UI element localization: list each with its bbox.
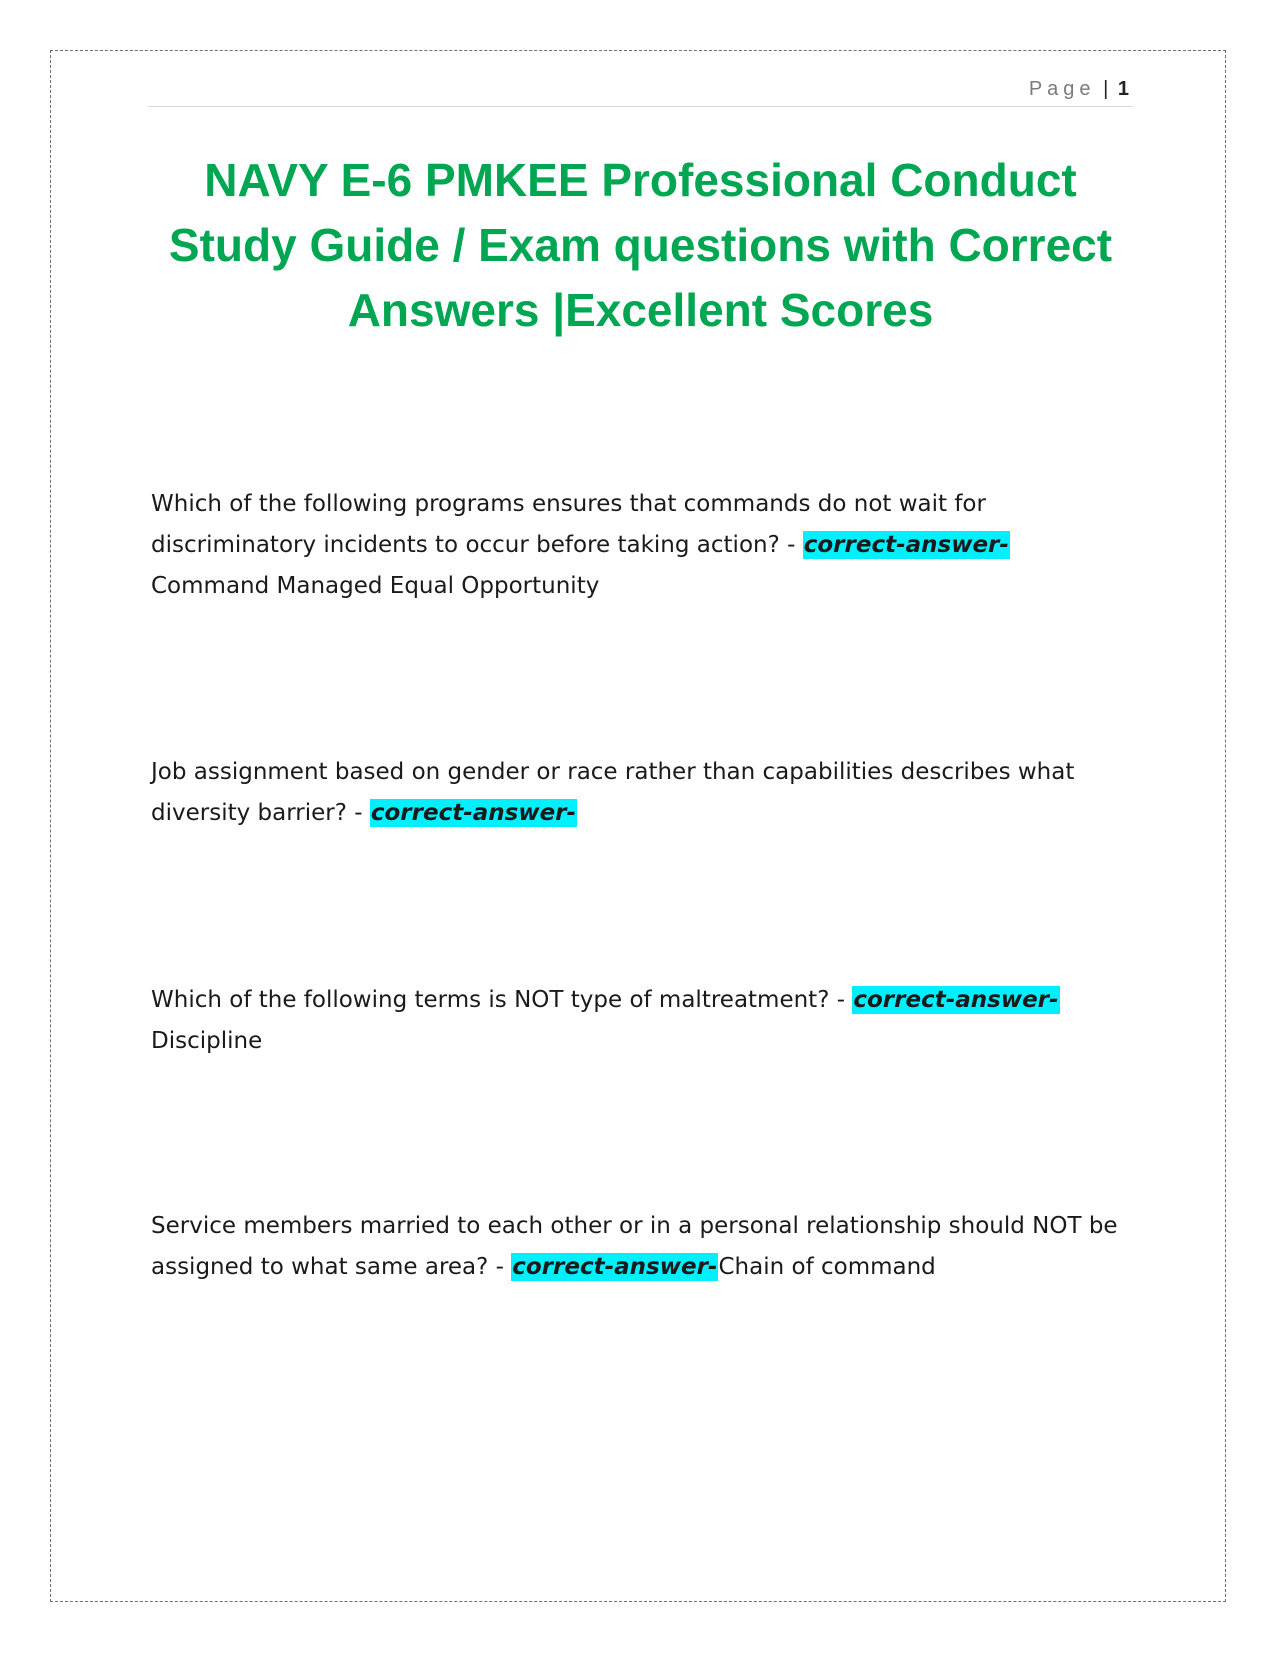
answer-text: Command Managed Equal Opportunity [151, 573, 600, 599]
question-text: Which of the following programs ensures that commands do not wait for discriminatory incidents to occur before taking action? - [151, 491, 986, 558]
correct-answer-marker: correct-answer- [370, 800, 577, 826]
document-title [148, 148, 1133, 343]
question-item [151, 1206, 1121, 1288]
question-text: Which of the following terms is NOT type of maltreatment? - [151, 987, 853, 1013]
question-text: Service members married to each other or in a personal relationship should NOT be assigned to what same area? - [151, 1213, 1118, 1280]
page-number: 1 [1117, 78, 1129, 100]
correct-answer-marker: correct-answer- [803, 532, 1009, 558]
page-number-label [1029, 78, 1129, 101]
title-line-2: Study Guide / Exam questions with Correct [168, 219, 1113, 271]
answer-text: Discipline [151, 1028, 263, 1054]
question-item [151, 484, 1121, 607]
question-text: Job assignment based on gender or race rather than capabilities describes what diversity barrier? - [151, 759, 1075, 826]
correct-answer-marker: correct-answer- [512, 1254, 718, 1280]
page-word: Page [1028, 78, 1096, 100]
correct-answer-marker: correct-answer- [853, 987, 1059, 1013]
question-item [151, 752, 1121, 834]
page-separator: | [1103, 78, 1109, 100]
page-header [148, 76, 1133, 107]
question-item [151, 980, 1121, 1062]
answer-text: Chain of command [718, 1254, 936, 1280]
title-line-1: NAVY E-6 PMKEE Professional Conduct [204, 154, 1077, 206]
title-line-3: Answers |Excellent Scores [347, 284, 934, 336]
